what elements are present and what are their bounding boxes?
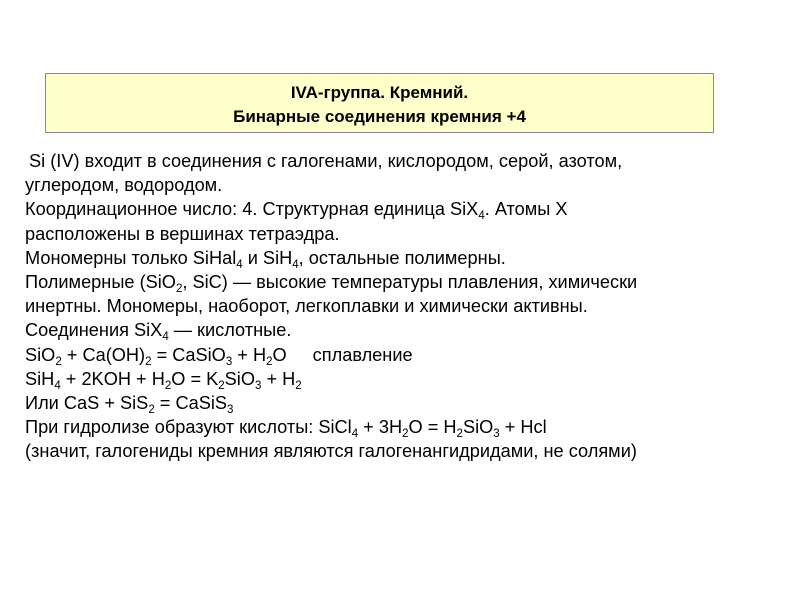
paragraph-line: Координационное число: 4. Структурная единица SiX$_4$. Атомы X bbox=[25, 199, 568, 223]
paragraph-line: углеродом, водородом. bbox=[25, 175, 223, 196]
title-box bbox=[45, 73, 714, 133]
fusion-note: сплавление bbox=[312, 344, 413, 365]
paragraph-line: Мономерны только SiHal$_4$ и SiH$_4$, остальные полимерны. bbox=[25, 247, 506, 271]
body-text bbox=[25, 149, 785, 463]
equation-sulfide: Или CaS + SiS$_2$ = CaSiS$_3$ bbox=[25, 392, 234, 416]
paragraph-line: расположены в вершинах тетраэдра. bbox=[25, 223, 340, 244]
equation-fusion: $SiO_2 + Ca(OH)_2$ = CaSiO$_3$ + $H_2O$ сплавление bbox=[25, 344, 413, 368]
paragraph-line: Si (IV) входит в соединения с галогенами, кислородом, серой, азотом, bbox=[29, 151, 623, 171]
equation-hydrolysis: При гидролизе образуют кислоты: SiCl$_4$ + $3H_2O = H_2SiO_3$ + Hcl bbox=[25, 417, 547, 441]
paragraph-line: инертны. Мономеры, наоборот, легкоплавки и химически активны. bbox=[25, 296, 588, 317]
paragraph-line: Соединения SiX$_4$ — кислотные. bbox=[25, 320, 292, 344]
equation-silane: $SiH_4 + 2KOH + H_2O = K_2SiO_3 + H_2$ bbox=[25, 368, 302, 392]
paragraph-line: (значит, галогениды кремния являются галогенангидридами, не солями) bbox=[25, 441, 637, 462]
title-line-1: IVA-группа. Кремний. bbox=[290, 83, 469, 102]
title-line-2: Бинарные соединения кремния +4 bbox=[233, 107, 526, 126]
paragraph-line: Полимерные (SiO$_2$, SiC) — высокие температуры плавления, химически bbox=[25, 271, 638, 295]
